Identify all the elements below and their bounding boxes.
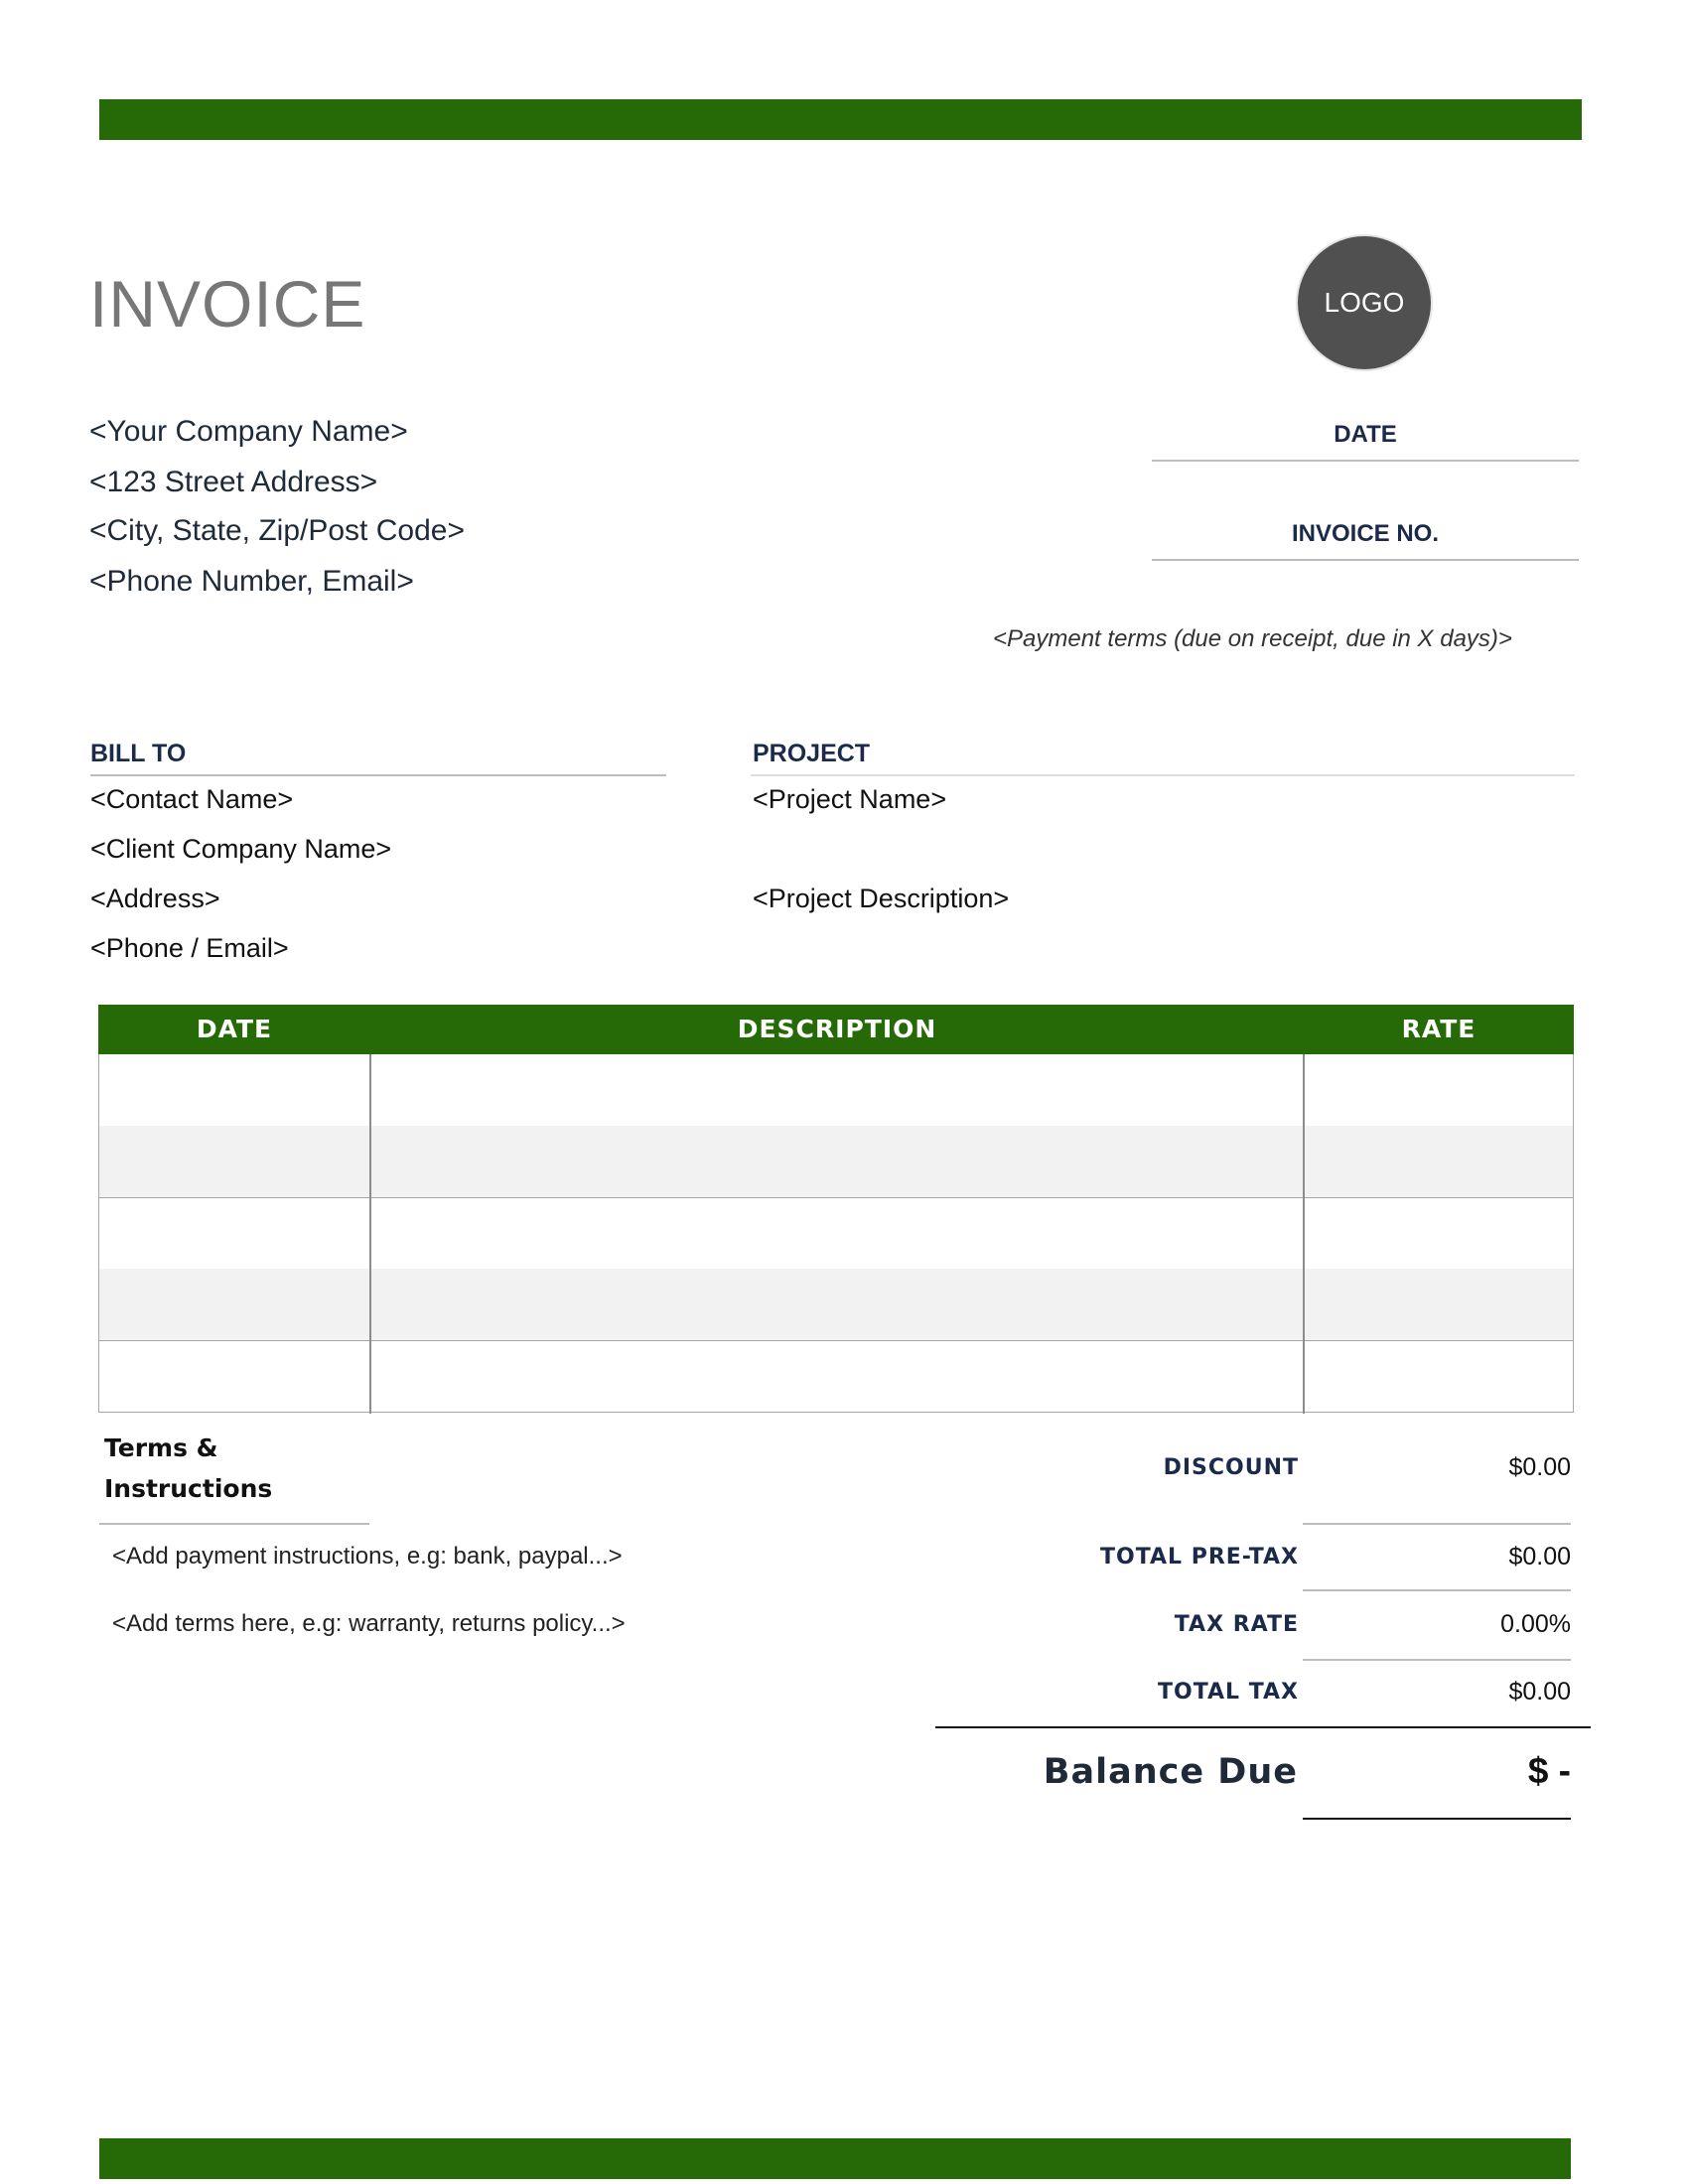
bill-to-divider <box>90 774 666 776</box>
date-label: DATE <box>1334 421 1397 448</box>
discount-label: DISCOUNT <box>1163 1455 1299 1480</box>
table-row <box>98 1340 1574 1413</box>
payment-terms: <Payment terms (due on receipt, due in X days)> <box>993 625 1512 652</box>
total-pretax-value: $0.00 <box>1508 1543 1571 1570</box>
column-header-date: DATE <box>196 1015 273 1043</box>
table-header <box>98 1005 1574 1054</box>
bill-to-heading: BILL TO <box>90 740 187 767</box>
cell-rate[interactable] <box>1305 1197 1573 1269</box>
cell-rate[interactable] <box>1305 1126 1573 1197</box>
total-tax-label: TOTAL TAX <box>1158 1680 1299 1705</box>
pretax-divider <box>1303 1589 1571 1591</box>
bill-to-contact-name: <Contact Name> <box>90 784 294 814</box>
project-description: <Project Description> <box>753 884 1010 913</box>
cell-date[interactable] <box>99 1269 371 1340</box>
table-row <box>98 1269 1574 1341</box>
project-heading: PROJECT <box>753 740 871 767</box>
cell-rate[interactable] <box>1305 1054 1573 1126</box>
company-street: <123 Street Address> <box>89 466 378 498</box>
table-row <box>98 1054 1574 1127</box>
cell-description[interactable] <box>371 1197 1305 1269</box>
bill-to-client-company: <Client Company Name> <box>90 834 392 864</box>
column-divider <box>1303 1054 1305 1414</box>
cell-date[interactable] <box>99 1054 371 1126</box>
invoice-no-label: INVOICE NO. <box>1291 520 1440 547</box>
terms-heading-line2: Instructions <box>104 1474 273 1503</box>
discount-value: $0.00 <box>1508 1453 1571 1481</box>
payment-instructions: <Add payment instructions, e.g: bank, paypal...> <box>112 1543 623 1570</box>
date-field-line[interactable] <box>1152 460 1579 462</box>
logo-text: LOGO <box>1324 287 1405 318</box>
top-accent-bar <box>99 99 1582 140</box>
bill-to-address: <Address> <box>90 884 220 913</box>
tax-rate-divider <box>1303 1659 1571 1661</box>
cell-date[interactable] <box>99 1340 371 1412</box>
cell-description[interactable] <box>371 1054 1305 1126</box>
balance-divider-top <box>935 1726 1591 1728</box>
balance-divider-bottom <box>1303 1818 1571 1820</box>
cell-description[interactable] <box>371 1340 1305 1412</box>
terms-heading-line1: Terms & <box>104 1433 218 1462</box>
tax-rate-value: 0.00% <box>1500 1610 1571 1638</box>
balance-due-label: Balance Due <box>1043 1752 1298 1792</box>
project-divider <box>751 774 1575 776</box>
total-pretax-label: TOTAL PRE-TAX <box>1100 1545 1299 1570</box>
column-header-rate: RATE <box>1401 1015 1477 1043</box>
cell-date[interactable] <box>99 1197 371 1269</box>
cell-description[interactable] <box>371 1126 1305 1197</box>
cell-date[interactable] <box>99 1126 371 1197</box>
invoice-no-field-line[interactable] <box>1152 559 1579 561</box>
company-city: <City, State, Zip/Post Code> <box>89 514 465 547</box>
balance-due-value: $ - <box>1527 1750 1571 1791</box>
terms-text: <Add terms here, e.g: warranty, returns policy...> <box>112 1610 626 1637</box>
cell-rate[interactable] <box>1305 1269 1573 1340</box>
company-contact: <Phone Number, Email> <box>89 565 414 598</box>
table-row <box>98 1197 1574 1270</box>
bill-to-phone-email: <Phone / Email> <box>90 933 289 963</box>
company-name: <Your Company Name> <box>89 415 408 448</box>
invoice-title: INVOICE <box>89 267 366 341</box>
tax-rate-label: TAX RATE <box>1174 1612 1299 1637</box>
cell-description[interactable] <box>371 1269 1305 1340</box>
project-name: <Project Name> <box>753 784 947 814</box>
column-divider <box>369 1054 371 1414</box>
discount-divider <box>1303 1523 1571 1525</box>
table-row <box>98 1126 1574 1198</box>
cell-rate[interactable] <box>1305 1340 1573 1412</box>
bottom-accent-bar <box>99 2138 1571 2179</box>
logo-placeholder <box>1296 234 1433 371</box>
column-header-description: DESCRIPTION <box>737 1015 937 1043</box>
terms-heading <box>104 1428 272 1509</box>
terms-divider <box>99 1523 369 1525</box>
total-tax-value: $0.00 <box>1508 1678 1571 1706</box>
